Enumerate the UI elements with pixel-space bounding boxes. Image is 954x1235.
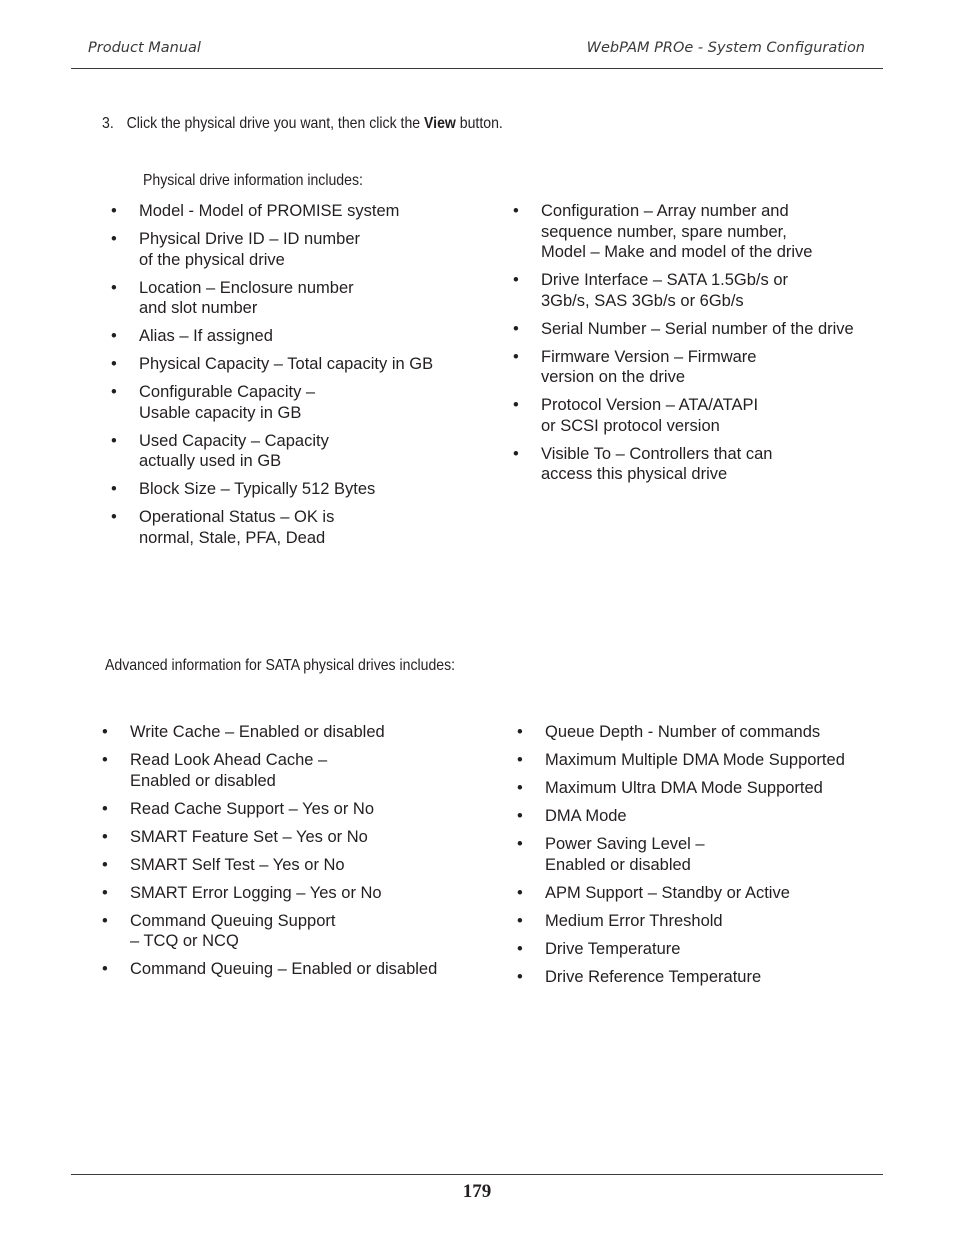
bullet-icon: •: [102, 883, 108, 902]
list-item: [513, 201, 854, 263]
list-item-text: Physical Drive ID – ID number of the physical drive: [139, 230, 360, 269]
bullet-icon: •: [111, 202, 117, 220]
bullet-icon: •: [517, 723, 523, 741]
list-item-text: Operational Status – OK is normal, Stale, PFA, Dead: [139, 508, 335, 547]
bullet-icon: •: [111, 230, 117, 248]
list-item-text: Medium Error Threshold: [545, 911, 723, 930]
bullet-icon: •: [517, 751, 523, 769]
bullet-icon: •: [102, 855, 108, 874]
list-item-text: Serial Number – Serial number of the drive: [541, 319, 854, 338]
page-number: 179: [462, 1181, 492, 1202]
bullet-icon: •: [102, 751, 108, 769]
list-item: [102, 855, 437, 876]
list-item-text: Used Capacity – Capacity actually used in GB: [139, 431, 329, 470]
list-item: [513, 270, 854, 311]
bullet-icon: •: [102, 960, 108, 978]
list-item-text: Model - Model of PROMISE system: [139, 202, 400, 220]
list-item: [102, 959, 437, 980]
list-item: [102, 827, 437, 848]
physical-info-list-right: [513, 201, 854, 492]
list-item: [517, 834, 845, 875]
list-item-text: SMART Error Logging – Yes or No: [130, 883, 382, 902]
step-text-before: Click the physical drive you want, then click the: [126, 115, 425, 132]
bullet-icon: •: [513, 319, 519, 338]
advanced-info-list-right: [517, 722, 845, 995]
list-item: [111, 326, 433, 347]
advanced-info-list-left: [102, 722, 437, 987]
bullet-icon: •: [102, 723, 108, 741]
list-item-text: Block Size – Typically 512 Bytes: [139, 480, 376, 498]
list-item: [111, 278, 433, 319]
bullet-icon: •: [102, 827, 108, 846]
bullet-icon: •: [517, 883, 523, 902]
list-item: [517, 722, 845, 743]
bullet-icon: •: [513, 444, 519, 463]
list-item-text: Physical Capacity – Total capacity in GB: [139, 355, 434, 373]
bullet-icon: •: [513, 271, 519, 289]
list-item-text: Visible To – Controllers that can access this physical drive: [541, 444, 773, 483]
header-product-manual: Product Manual: [88, 40, 201, 56]
step-instruction: [102, 115, 503, 133]
list-item: [517, 883, 845, 904]
list-item-text: Configuration – Array number and sequence number, spare number, Model – Make and model of the drive: [541, 202, 813, 261]
header-divider: [71, 68, 883, 69]
list-item: [102, 911, 437, 952]
advanced-info-intro: Advanced information for SATA physical drives includes:: [105, 657, 456, 674]
list-item: [517, 778, 845, 799]
list-item-text: Maximum Multiple DMA Mode Supported: [545, 751, 845, 769]
list-item-text: Read Look Ahead Cache – Enabled or disabled: [130, 751, 328, 790]
list-item-text: Power Saving Level – Enabled or disabled: [545, 835, 705, 874]
bullet-icon: •: [111, 355, 117, 373]
list-item: [517, 806, 845, 827]
bullet-icon: •: [517, 939, 523, 958]
bullet-icon: •: [517, 807, 523, 825]
list-item-text: SMART Feature Set – Yes or No: [130, 827, 368, 846]
bullet-icon: •: [111, 480, 117, 498]
list-item-text: APM Support – Standby or Active: [545, 883, 790, 902]
bullet-icon: •: [513, 396, 519, 414]
bullet-icon: •: [517, 967, 523, 986]
bullet-icon: •: [111, 508, 117, 526]
list-item-text: DMA Mode: [545, 807, 627, 825]
list-item: [111, 479, 433, 500]
list-item-text: Maximum Ultra DMA Mode Supported: [545, 779, 823, 797]
bullet-icon: •: [111, 383, 117, 401]
list-item: [517, 939, 845, 960]
bullet-icon: •: [102, 799, 108, 818]
list-item-text: Queue Depth - Number of commands: [545, 723, 821, 741]
bullet-icon: •: [517, 779, 523, 797]
step-view-button-label: View: [424, 115, 456, 132]
bullet-icon: •: [111, 431, 117, 450]
list-item-text: Protocol Version – ATA/ATAPI or SCSI protocol version: [541, 396, 759, 435]
list-item: [102, 799, 437, 820]
list-item-text: Drive Temperature: [545, 939, 681, 958]
list-item-text: SMART Self Test – Yes or No: [130, 855, 345, 874]
bullet-icon: •: [517, 911, 523, 930]
bullet-icon: •: [111, 278, 117, 297]
list-item: [111, 201, 433, 222]
header-section-title: WebPAM PROe - System Configuration: [586, 40, 865, 56]
step-text-after: button.: [455, 115, 503, 132]
physical-info-list-left: [111, 201, 433, 556]
list-item: [513, 444, 854, 485]
list-item-text: Command Queuing – Enabled or disabled: [130, 960, 438, 978]
bullet-icon: •: [517, 835, 523, 853]
list-item: [517, 967, 845, 988]
list-item-text: Firmware Version – Firmware version on the drive: [541, 347, 757, 386]
footer-divider: [71, 1174, 883, 1175]
list-item: [102, 883, 437, 904]
list-item-text: Drive Reference Temperature: [545, 967, 762, 986]
list-item: [111, 229, 433, 270]
list-item: [517, 911, 845, 932]
list-item: [102, 722, 437, 743]
list-item: [102, 750, 437, 791]
list-item: [111, 507, 433, 548]
bullet-icon: •: [111, 327, 117, 345]
step-number: 3.: [102, 115, 114, 132]
list-item-text: Location – Enclosure number and slot number: [139, 278, 354, 317]
list-item: [111, 431, 433, 472]
list-item-text: Drive Interface – SATA 1.5Gb/s or 3Gb/s, SAS 3Gb/s or 6Gb/s: [541, 271, 788, 310]
list-item-text: Alias – If assigned: [139, 327, 273, 345]
list-item: [517, 750, 845, 771]
bullet-icon: •: [513, 347, 519, 366]
physical-info-intro: Physical drive information includes:: [143, 172, 363, 189]
list-item-text: Write Cache – Enabled or disabled: [130, 723, 385, 741]
list-item: [513, 347, 854, 388]
list-item: [111, 382, 433, 423]
list-item: [513, 319, 854, 340]
list-item: [111, 354, 433, 375]
list-item-text: Command Queuing Support – TCQ or NCQ: [130, 911, 336, 950]
bullet-icon: •: [513, 202, 519, 220]
list-item-text: Read Cache Support – Yes or No: [130, 799, 374, 818]
list-item-text: Configurable Capacity – Usable capacity in GB: [139, 383, 316, 422]
bullet-icon: •: [102, 911, 108, 930]
list-item: [513, 395, 854, 436]
